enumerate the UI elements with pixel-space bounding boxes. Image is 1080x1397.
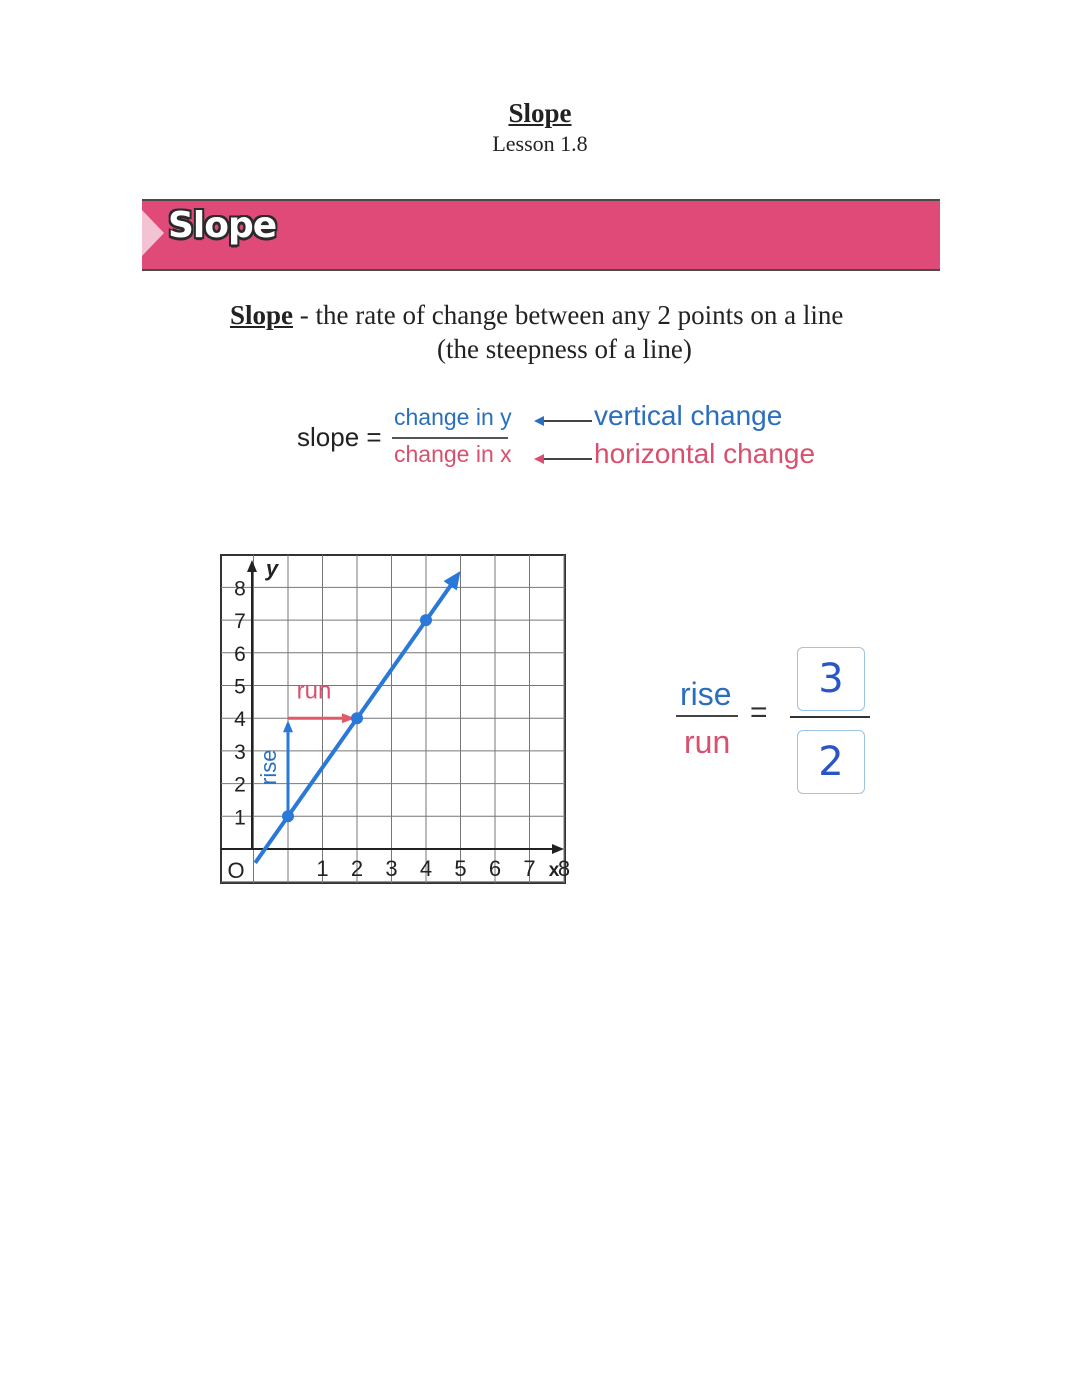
definition-line xyxy=(230,300,843,331)
y-tick-label: 3 xyxy=(234,740,246,764)
answer-denominator: 2 xyxy=(797,730,865,794)
y-tick-label: 6 xyxy=(234,642,246,666)
y-tick-label: 5 xyxy=(234,675,246,699)
numerator-arrow-icon xyxy=(534,416,544,426)
ratio-bar xyxy=(676,715,738,717)
x-tick-label: 3 xyxy=(385,856,398,881)
answer-bar xyxy=(790,716,870,718)
run-label: run xyxy=(296,677,332,705)
y-tick-label: 7 xyxy=(234,610,246,634)
origin-label: O xyxy=(227,858,245,883)
x-tick-label: 4 xyxy=(419,856,433,881)
x-tick-label: 2 xyxy=(350,856,364,881)
x-tick-label: 8 xyxy=(557,856,571,881)
banner-arrow-icon xyxy=(142,210,164,256)
answer-numerator: 3 xyxy=(797,647,865,711)
definition-note: (the steepness of a line) xyxy=(437,334,692,364)
formula-fraction-bar xyxy=(392,437,508,439)
formula-numerator: change in y xyxy=(394,404,512,430)
definition-text: the rate of change between any 2 points on a line xyxy=(315,300,844,330)
banner-label: Slope xyxy=(168,205,277,246)
vertical-change-label: vertical change xyxy=(594,400,783,431)
y-tick-label: 8 xyxy=(234,577,246,601)
line-point xyxy=(351,712,363,724)
graph-frame xyxy=(221,555,565,883)
formula-arrows xyxy=(530,408,594,468)
definition-term: Slope xyxy=(230,300,294,330)
rise-label: rise xyxy=(255,749,281,785)
denominator-arrow-icon xyxy=(534,454,544,464)
x-tick-label: 5 xyxy=(454,856,467,881)
ratio-run: run xyxy=(684,724,731,760)
y-axis-label: y xyxy=(265,556,279,581)
x-tick-label: 1 xyxy=(316,856,329,881)
y-tick-label: 4 xyxy=(234,708,246,732)
formula-denominator: change in x xyxy=(394,441,512,467)
line-point xyxy=(420,614,432,626)
ratio-equals: = xyxy=(750,696,768,729)
line-point xyxy=(282,810,294,822)
ratio-rise: rise xyxy=(680,676,732,712)
definition-separator: - xyxy=(293,300,316,330)
page-title: Slope xyxy=(508,98,572,128)
y-tick-label: 2 xyxy=(234,773,246,797)
x-tick-label: 6 xyxy=(488,856,502,881)
x-tick-label: 7 xyxy=(523,856,536,881)
x-axis-label: x xyxy=(548,860,560,881)
coordinate-graph xyxy=(218,552,571,886)
y-tick-label: 1 xyxy=(234,806,246,830)
formula-lhs: slope = xyxy=(297,422,382,452)
lesson-subtitle: Lesson 1.8 xyxy=(492,131,588,156)
horizontal-change-label: horizontal change xyxy=(594,438,816,469)
